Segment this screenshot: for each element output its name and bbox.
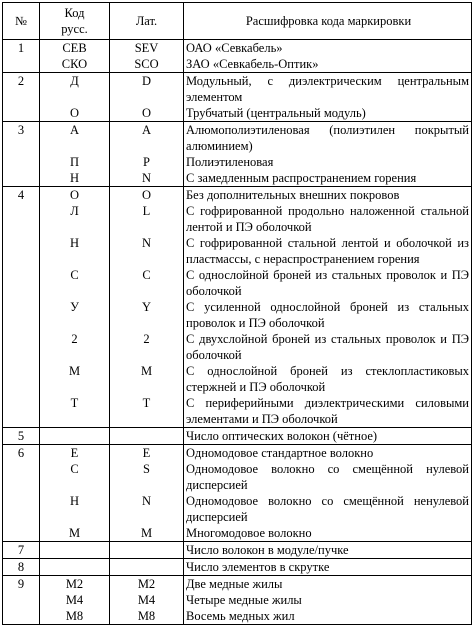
code-lat-cell	[110, 445, 184, 542]
code-ru: Н	[69, 494, 80, 508]
code-lat	[112, 559, 181, 575]
header-description: Расшифровка кода маркировки	[184, 3, 472, 40]
code-description: С гофрированной продольно наложенной стальной лентой и ПЭ оболочкой	[186, 204, 469, 234]
table-row	[3, 122, 472, 187]
code-lat: Y	[141, 300, 152, 314]
header-lat: Лат.	[110, 3, 184, 40]
code-description: Многомодовое волокно	[186, 526, 312, 540]
code-ru: Т	[70, 396, 79, 410]
row-number: 6	[3, 445, 40, 542]
code-description: Число волокон в модуле/пучке	[186, 543, 349, 557]
code-ru: 2	[71, 332, 78, 346]
code-ru: Д	[70, 74, 79, 88]
code-ru: Н	[69, 171, 80, 185]
code-lat: SEV	[134, 41, 159, 55]
description-cell	[184, 428, 472, 445]
table-row	[3, 73, 472, 122]
code-lat: M8	[137, 609, 156, 623]
code-lat: S	[143, 462, 150, 476]
code-lat: T	[142, 396, 151, 410]
row-number: 7	[3, 542, 40, 559]
header-code-ru-line1: Код	[64, 6, 85, 20]
code-description: Без дополнительных внешних покровов	[186, 188, 400, 202]
code-description: С однослойной броней из стеклопластиковых стержней и ПЭ оболочкой	[186, 364, 469, 394]
code-description: Полиэтиленовая	[186, 155, 274, 169]
code-lat-cell	[110, 428, 184, 445]
code-description: Алюмополиэтиленовая (полиэтилен покрытый алюминием)	[186, 123, 469, 153]
table-row	[3, 445, 472, 542]
code-ru-cell	[40, 73, 110, 122]
header-code-ru-line2: русс.	[61, 22, 88, 36]
table-row	[3, 576, 472, 625]
code-ru: Е	[70, 446, 79, 460]
code-lat: O	[141, 106, 152, 120]
code-lat	[112, 542, 181, 558]
code-lat: N	[141, 236, 152, 250]
code-lat-cell	[110, 576, 184, 625]
table-header-row	[3, 3, 472, 40]
code-lat: M	[140, 526, 153, 540]
code-description: С двухслойной броней из стальных проволок и ПЭ оболочкой	[186, 332, 469, 362]
code-lat: N	[141, 171, 152, 185]
code-lat: A	[141, 123, 152, 137]
header-code-ru	[40, 3, 110, 40]
code-ru: М8	[65, 609, 84, 623]
code-description: Четыре медные жилы	[186, 593, 302, 607]
table-row	[3, 187, 472, 428]
code-ru-cell	[40, 445, 110, 542]
code-description: С усиленной однослойной броней из стальных проволок и ПЭ оболочкой	[186, 300, 469, 330]
code-description: Трубчатый (центральный модуль)	[186, 106, 366, 120]
code-lat-cell	[110, 187, 184, 428]
code-ru	[42, 559, 107, 575]
table-row	[3, 40, 472, 73]
description-cell	[184, 73, 472, 122]
code-ru: М2	[65, 577, 84, 591]
code-description: Две медные жилы	[186, 577, 283, 591]
code-lat	[112, 428, 181, 444]
code-description: С однослойной броней из стальных проволок и ПЭ оболочкой	[186, 268, 469, 298]
code-ru-cell	[40, 542, 110, 559]
description-cell	[184, 445, 472, 542]
code-lat: N	[141, 494, 152, 508]
marking-code-table	[2, 2, 472, 625]
code-description: Число оптических волокон (чётное)	[186, 429, 378, 443]
code-description: Число элементов в скрутке	[186, 560, 330, 574]
table-row	[3, 559, 472, 576]
code-ru: О	[69, 188, 80, 202]
code-lat-cell	[110, 542, 184, 559]
code-ru: СКО	[61, 57, 88, 71]
code-ru-cell	[40, 559, 110, 576]
code-lat-cell	[110, 73, 184, 122]
table-row	[3, 542, 472, 559]
description-cell	[184, 576, 472, 625]
code-ru: С	[70, 462, 79, 476]
code-ru: СЕВ	[62, 41, 87, 55]
code-description: ЗАО «Севкабель-Оптик»	[186, 57, 319, 71]
code-lat: M2	[137, 577, 156, 591]
description-cell	[184, 40, 472, 73]
code-ru: Н	[69, 236, 80, 250]
code-ru: У	[70, 300, 79, 314]
code-lat: L	[142, 204, 151, 218]
row-number: 1	[3, 40, 40, 73]
code-ru-cell	[40, 576, 110, 625]
row-number: 9	[3, 576, 40, 625]
code-ru-cell	[40, 428, 110, 445]
header-num: №	[3, 3, 40, 40]
code-lat: P	[143, 155, 150, 169]
code-ru-cell	[40, 40, 110, 73]
code-ru	[42, 542, 107, 558]
marking-code-table-container	[2, 2, 471, 625]
code-ru: П	[69, 155, 80, 169]
description-cell	[184, 122, 472, 187]
code-lat: SCO	[134, 57, 159, 71]
row-number: 3	[3, 122, 40, 187]
code-lat-cell	[110, 559, 184, 576]
code-description: С гофрированной стальной лентой и оболочкой из пластмассы, с нераспространением горения	[186, 236, 469, 266]
table-body	[3, 40, 472, 625]
code-description: Одномодовое волокно со смещённой нулевой дисперсией	[186, 462, 469, 492]
table-row	[3, 428, 472, 445]
row-number: 4	[3, 187, 40, 428]
code-description: С периферийными диэлектрическими силовыми элементами и ПЭ оболочкой	[186, 396, 469, 426]
code-lat: O	[141, 188, 152, 202]
code-ru: О	[69, 106, 80, 120]
row-number: 2	[3, 73, 40, 122]
code-description: С замедленным распространением горения	[186, 171, 417, 185]
code-lat: M4	[137, 593, 156, 607]
description-cell	[184, 187, 472, 428]
code-ru: С	[70, 268, 79, 282]
code-lat: C	[142, 268, 151, 282]
description-cell	[184, 559, 472, 576]
code-lat: D	[141, 74, 152, 88]
code-lat: M	[140, 364, 153, 378]
code-ru: М	[68, 526, 81, 540]
code-ru	[42, 428, 107, 444]
code-description: Одномодовое стандартное волокно	[186, 446, 374, 460]
code-description: Одномодовое волокно со смещённой ненулевой дисперсией	[186, 494, 469, 524]
code-lat-cell	[110, 122, 184, 187]
code-lat-cell	[110, 40, 184, 73]
code-ru: Л	[70, 204, 79, 218]
code-ru: М4	[65, 593, 84, 607]
code-ru: А	[69, 123, 80, 137]
code-lat: 2	[143, 332, 150, 346]
code-ru-cell	[40, 122, 110, 187]
code-ru: М	[68, 364, 81, 378]
code-description: Восемь медных жил	[186, 609, 295, 623]
description-cell	[184, 542, 472, 559]
code-ru-cell	[40, 187, 110, 428]
row-number: 5	[3, 428, 40, 445]
code-description: ОАО «Севкабель»	[186, 41, 283, 55]
row-number: 8	[3, 559, 40, 576]
code-lat: E	[142, 446, 151, 460]
code-description: Модульный, с диэлектрическим центральным элементом	[186, 74, 469, 104]
